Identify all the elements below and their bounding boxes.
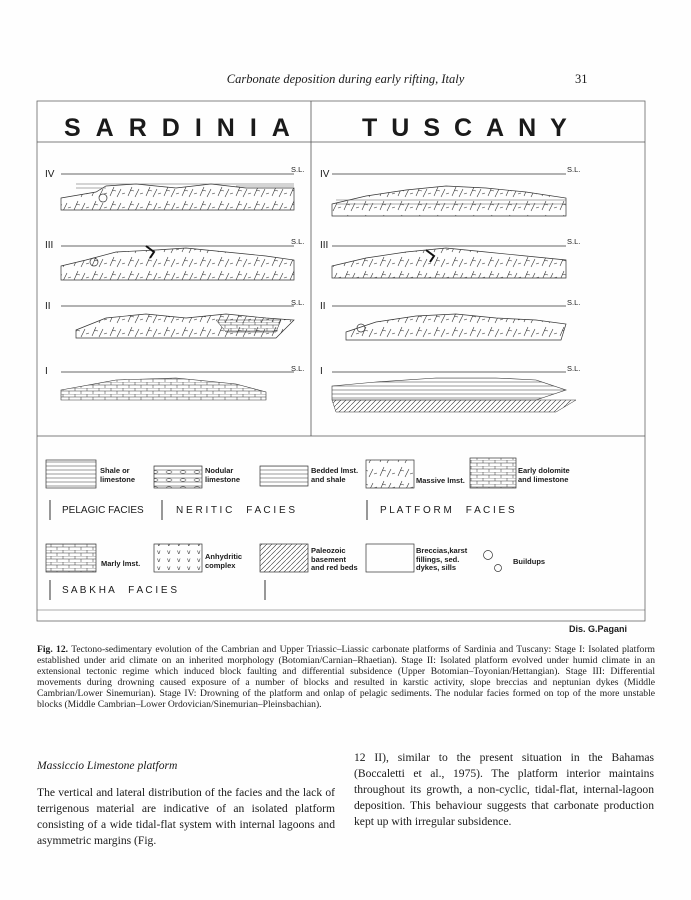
sea-level-label: S.L. xyxy=(291,298,305,307)
stage-label-iv-left: IV xyxy=(45,169,55,180)
legend-bedded-line1: Bedded lmst. xyxy=(311,466,359,475)
legend-buildups: Buildups xyxy=(513,557,546,566)
sea-level-label: S.L. xyxy=(291,364,305,373)
legend-nodular-line1: Nodular xyxy=(205,466,234,475)
legend-bedded-line2: and shale xyxy=(311,474,346,484)
sea-level-label: S.L. xyxy=(567,165,581,174)
paragraph-right: 12 II), similar to the present situation in the Bahamas (Boccaletti et al., 1975). The platform interior maintains throughout its growth, a non-cyclic, tidal-flat, internal-lagoon deposition. This behaviour suggests that carbonate production kept up with irregular subsidence. xyxy=(354,751,654,828)
facies-platform: P L A T F O R M F A C I E S xyxy=(380,505,515,516)
section-title: Massiccio Limestone platform xyxy=(37,759,178,772)
legend-breccias-line1: Breccias,karst xyxy=(416,546,468,555)
sea-level-label: S.L. xyxy=(291,237,305,246)
legend-breccias xyxy=(416,547,467,573)
legend-anhydritic-line2: complex xyxy=(205,560,236,570)
facies-sabkha: S A B K H A F A C I E S xyxy=(62,585,178,596)
body-column-right xyxy=(354,750,654,830)
legend-early-dolomite xyxy=(518,467,570,484)
tuscany-cross-sections xyxy=(332,174,576,412)
legend-breccias-line2: fillings, sed. xyxy=(416,554,460,564)
legend-paleozoic xyxy=(311,547,358,573)
caption-text: Tectono-sedimentary evolution of the Cambrian and Upper Triassic–Liassic carbonate platforms of Sardinia and Tuscany: Stage I: Isolated platform established under arid climate on an inherited morphology (Botomian/Carnian–Rhaetian). Stage II: Isolated platform evolved under humid climate in an extensional tectonic regime which induced block faulting and differential subsidence (Upper Botomian–Toyonian/Hettangian). Stage III: Differential movements during drowning caused exposure of a number of blocks and resulted in karstic activity, slope breccias and neptunian dykes (Middle Cambrian/Lower Sinemurian). Stage IV: Drowning of the platform and onlap of pelagic sediments. The nodular facies formed on top of the more unstable blocks (Middle Cambrian–Lower Ordovician/Sinemurian–Pleinsbachian). xyxy=(37,644,655,710)
legend-early-dolomite-line2: and limestone xyxy=(518,474,569,484)
figure-caption xyxy=(37,644,655,710)
legend-early-dolomite-line1: Early dolomite xyxy=(518,466,570,475)
legend-paleozoic-line3: and red beds xyxy=(311,563,358,572)
legend-nodular xyxy=(205,467,240,484)
legend-anhydritic-line1: Anhydritic xyxy=(205,552,243,561)
legend-paleozoic-line1: Paleozoic xyxy=(311,546,346,555)
stage-label-ii-right: II xyxy=(320,301,326,312)
stage-label-iv-right: IV xyxy=(320,169,330,180)
stage-label-ii-left: II xyxy=(45,301,51,312)
stage-label-i-right: I xyxy=(320,366,323,377)
body-column-left xyxy=(37,758,335,849)
legend-paleozoic-line2: basement xyxy=(311,554,347,564)
stage-label-iii-left: III xyxy=(45,240,54,251)
legend-massive: Massive lmst. xyxy=(416,476,465,485)
legend-anhydritic xyxy=(205,553,242,570)
legend-bedded xyxy=(311,467,358,484)
page-number: 31 xyxy=(575,72,588,86)
stage-label-iii-right: III xyxy=(320,240,329,251)
sardinia-cross-sections xyxy=(61,174,294,400)
caption-label: Fig. 12. xyxy=(37,644,69,655)
facies-neritic: N E R I T I C F A C I E S xyxy=(176,505,296,516)
legend-shale xyxy=(100,467,135,484)
legend-shale-line1: Shale or xyxy=(100,466,130,475)
sea-level-label: S.L. xyxy=(567,298,581,307)
running-title: Carbonate deposition during early rifting, Italy xyxy=(226,72,465,86)
legend-nodular-line2: limestone xyxy=(205,474,241,484)
sea-level-label: S.L. xyxy=(291,165,305,174)
legend-marly: Marly lmst. xyxy=(101,559,141,568)
sea-level-label: S.L. xyxy=(567,364,581,373)
region-title-tuscany: TUSCANY xyxy=(362,114,581,142)
stage-label-i-left: I xyxy=(45,366,48,377)
legend-breccias-line3: dykes, sills xyxy=(416,563,457,572)
figure-credit: Dis. G.Pagani xyxy=(569,624,628,634)
paragraph-left: The vertical and lateral distribution of the facies and the lack of terrigenous material are indicative of an isolated platform consisting of a wide tidal-flat system with internal lagoons and asymmetric margins (Fig. xyxy=(37,786,335,847)
figure-diagram xyxy=(36,100,646,622)
region-title-sardinia: SARDINIA xyxy=(64,114,305,142)
legend-shale-line2: limestone xyxy=(100,474,136,484)
sea-level-label: S.L. xyxy=(567,237,581,246)
facies-pelagic: PELAGIC FACIES xyxy=(62,505,144,516)
